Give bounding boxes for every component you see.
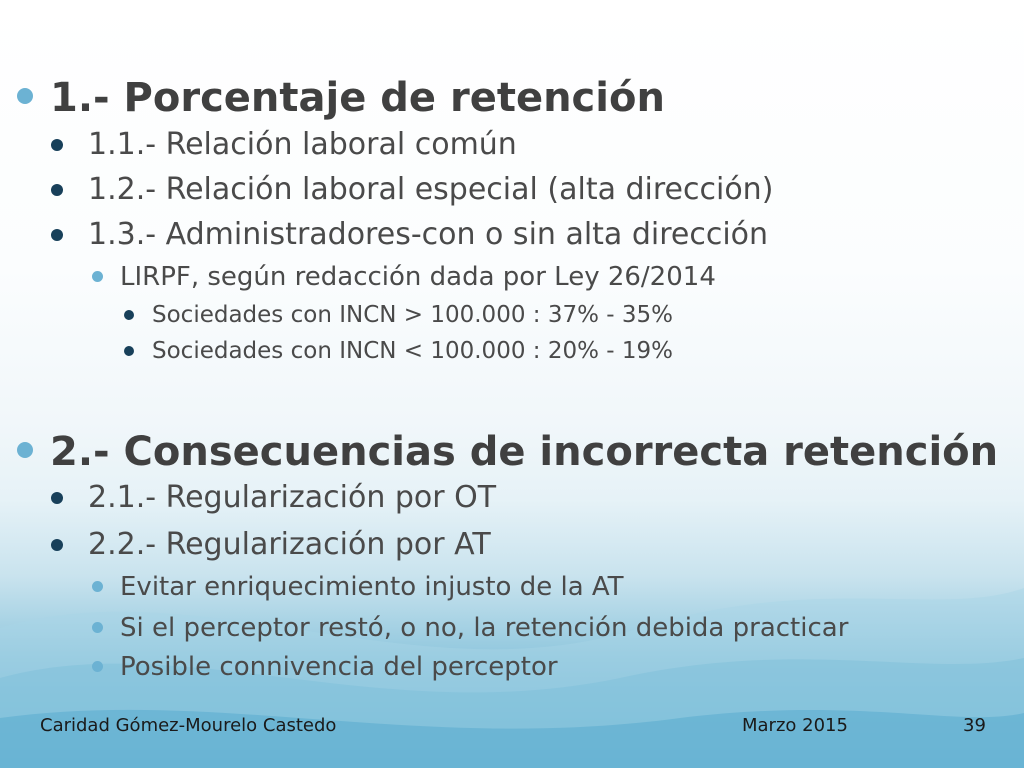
- list-item-label: LIRPF, según redacción dada por Ley 26/2014: [120, 262, 716, 292]
- bullet-icon: [92, 622, 103, 633]
- footer-author: Caridad Gómez-Mourelo Castedo: [40, 715, 337, 736]
- list-item-label: 1.1.- Relación laboral común: [88, 127, 517, 162]
- bullet-icon: [124, 346, 134, 356]
- bullet-icon: [51, 229, 63, 241]
- section-2-title: 2.- Consecuencias de incorrecta retención: [50, 429, 999, 475]
- bullet-icon: [17, 442, 33, 458]
- bullet-icon: [51, 539, 63, 551]
- list-item-label: Sociedades con INCN > 100.000 : 37% - 35%: [152, 302, 673, 328]
- list-item-label: Posible connivencia del perceptor: [120, 652, 558, 682]
- bullet-icon: [51, 139, 63, 151]
- list-item-label: 1.2.- Relación laboral especial (alta dirección): [88, 172, 774, 207]
- bullet-icon: [92, 581, 103, 592]
- list-item-label: Evitar enriquecimiento injusto de la AT: [120, 572, 624, 602]
- bullet-icon: [92, 661, 103, 672]
- list-item-label: Si el perceptor restó, o no, la retención debida practicar: [120, 613, 849, 643]
- section-1-title: 1.- Porcentaje de retención: [50, 75, 665, 121]
- bullet-icon: [124, 310, 134, 320]
- list-item-label: 2.2.- Regularización por AT: [88, 527, 491, 562]
- footer-date: Marzo 2015: [742, 715, 848, 736]
- bullet-icon: [92, 271, 103, 282]
- list-item-label: 1.3.- Administradores-con o sin alta dirección: [88, 217, 769, 252]
- list-item-label: 2.1.- Regularización por OT: [88, 480, 497, 515]
- bullet-icon: [17, 88, 33, 104]
- slide-number: 39: [963, 715, 986, 736]
- bullet-icon: [51, 492, 63, 504]
- list-item-label: Sociedades con INCN < 100.000 : 20% - 19%: [152, 338, 673, 364]
- bullet-icon: [51, 184, 63, 196]
